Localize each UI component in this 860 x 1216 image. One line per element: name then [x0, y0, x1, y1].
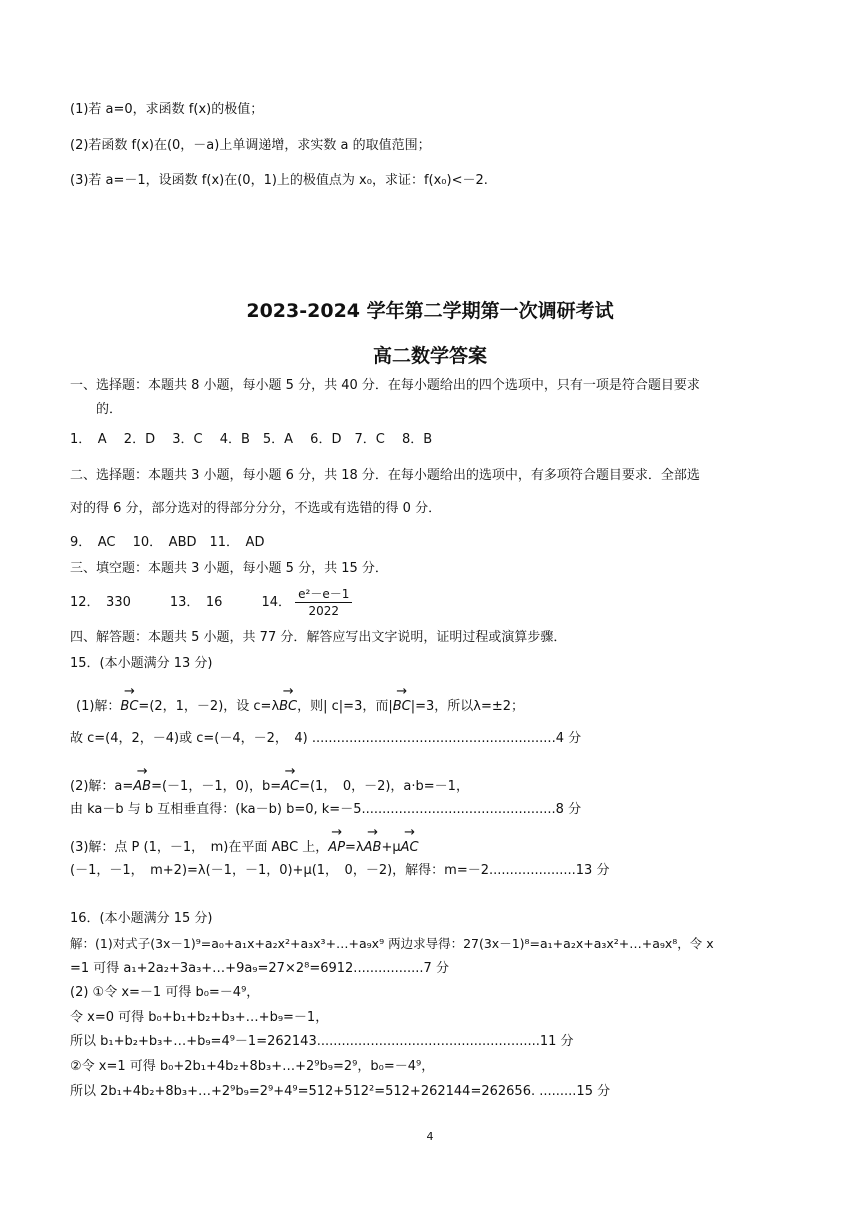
vector-bc: → BC: [120, 698, 138, 716]
text: =(2，1，－2)，设 c=λ: [138, 699, 280, 714]
text: (3)解：点 P (1，－1， m)在平面 ABC 上，: [70, 840, 329, 855]
q15-part3-line2: (－1，－1， m+2)=λ(－1，－1，0)+μ(1， 0，－2)，解得：m=－2.....................13 分: [70, 863, 610, 878]
q16-title: 16．(本小题满分 15 分): [70, 911, 213, 926]
vector-bc: → BC: [393, 698, 411, 716]
section1-heading-cont: 的．: [96, 402, 123, 417]
text: (1)解：: [76, 699, 121, 714]
vector-ap: → AP: [328, 839, 345, 857]
question-part-2: (2)若函数 f(x)在(0，－a)上单调递增，求实数 a 的取值范围；: [70, 138, 431, 153]
section2-answers: 9． AC 10． ABD 11． AD: [70, 535, 265, 550]
fill-answers: 12． 330 13． 16 14．: [70, 595, 291, 610]
text: +μ: [381, 840, 401, 855]
q16-line3: (2) ①令 x=－1 可得 b₀=－4⁹，: [70, 985, 260, 1000]
vector-bc: → BC: [279, 698, 297, 716]
section3-heading: 三、填空题：本题共 3 小题，每小题 5 分，共 15 分．: [70, 561, 388, 576]
q15-title: 15．(本小题满分 13 分): [70, 656, 213, 671]
q16-line5: 所以 b₁+b₂+b₃+…+b₉=4⁹－1=262143......................................................11 分: [70, 1034, 574, 1049]
text: |=3，所以λ=±2；: [410, 699, 525, 714]
section2-heading-cont: 对的得 6 分，部分选对的得部分分分，不选或有选错的得 0 分．: [70, 501, 442, 516]
q15-part1-line1: [76, 698, 524, 716]
vector-ac: → AC: [281, 778, 299, 796]
fraction-numerator: e²－e－1: [295, 586, 352, 603]
question-part-1: (1)若 a=0，求函数 f(x)的极值；: [70, 102, 264, 117]
q16-line1: 解：(1)对式子(3x－1)⁹=a₀+a₁x+a₂x²+a₃x³+…+a₉x⁹ 两边求导得：27(3x－1)⁸=a₁+a₂x+a₃x²+…+a₉x⁸，令 x: [70, 936, 714, 951]
section2-heading: 二、选择题：本题共 3 小题，每小题 6 分，共 18 分．在每小题给出的选项中，有多项符合题目要求．全部选: [70, 468, 700, 483]
text: =λ: [345, 840, 364, 855]
q15-part1-line2: 故 c=(4，2，－4)或 c=(－4，－2， 4) ...........................................................4 分: [70, 731, 582, 746]
vector-ab: → AB: [133, 778, 151, 796]
question-part-3: (3)若 a=－1，设函数 f(x)在(0，1)上的极值点为 x₀，求证：f(x₀)<－2.: [70, 173, 488, 188]
section4-heading: 四、解答题：本题共 5 小题，共 77 分．解答应写出文字说明，证明过程或演算步骤．: [70, 630, 567, 645]
section1-answers: 1． A 2．D 3．C 4．B 5．A 6．D 7．C 8．B: [70, 432, 433, 447]
q16-line7: 所以 2b₁+4b₂+8b₃+…+2⁹b₉=2⁹+4⁹=512+512²=512+262144=262656. .........15 分: [70, 1084, 611, 1099]
q16-line6: ②令 x=1 可得 b₀+2b₁+4b₂+8b₃+…+2⁹b₉=2⁹，b₀=－4⁹，: [70, 1059, 435, 1074]
q16-line2: =1 可得 a₁+2a₂+3a₃+…+9a₉=27×2⁸=6912.................7 分: [70, 961, 449, 976]
page-title: 2023-2024 学年第二学期第一次调研考试: [246, 300, 614, 322]
section1-heading: 一、选择题：本题共 8 小题，每小题 5 分，共 40 分．在每小题给出的四个选项中，只有一项是符合题目要求: [70, 378, 700, 393]
text: =(－1，－1，0)，b=: [151, 779, 282, 794]
text: (2)解：a=: [70, 779, 134, 794]
vector-ab: → AB: [364, 839, 382, 857]
section3-answers: [70, 586, 352, 619]
text: ，则| c|=3，而|: [297, 699, 393, 714]
fraction-denominator: 2022: [308, 604, 339, 618]
page-number: 4: [426, 1130, 434, 1143]
q15-part2-line1: [70, 778, 469, 796]
text: =(1， 0，－2)，a·b=－1，: [299, 779, 469, 794]
q15-part3-line1: [70, 839, 419, 857]
vector-ac: → AC: [401, 839, 419, 857]
page-subtitle: 高二数学答案: [372, 345, 487, 367]
fraction-answer-14: [295, 586, 352, 619]
q15-part2-line2: 由 ka－b 与 b 互相垂直得：(ka－b) b=0, k=－5...............................................8 分: [70, 802, 582, 817]
q16-line4: 令 x=0 可得 b₀+b₁+b₂+b₃+…+b₉=－1，: [70, 1010, 329, 1025]
